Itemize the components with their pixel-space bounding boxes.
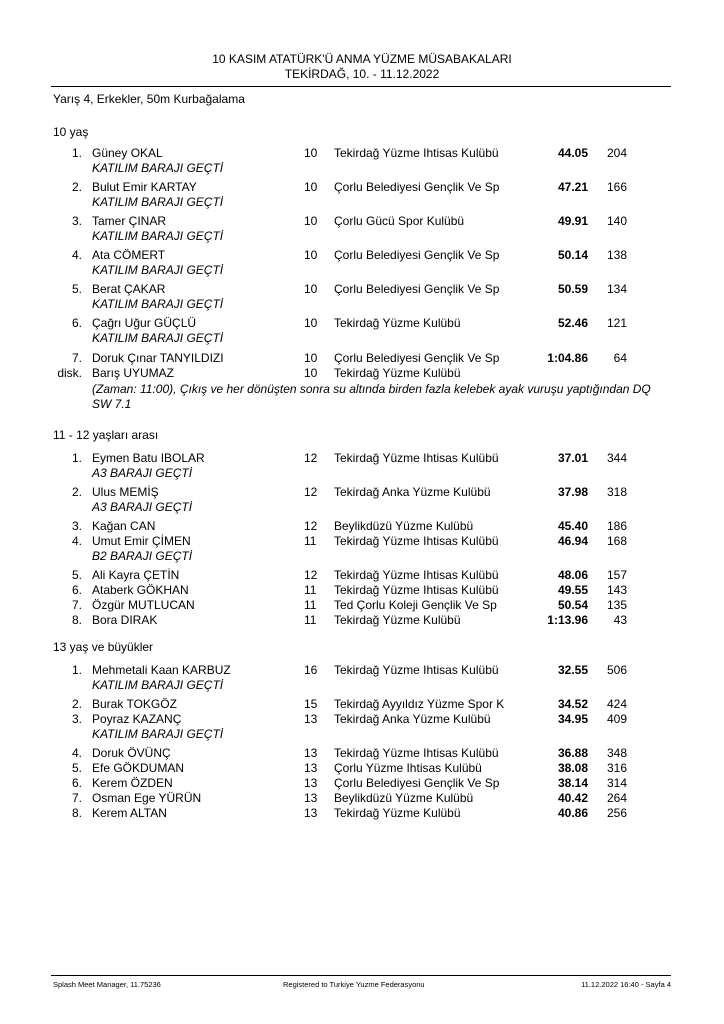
- result-club: Tekirdağ Yüzme Ihtisas Kulübü: [334, 451, 499, 465]
- result-points: 264: [606, 791, 627, 805]
- result-rank: 3.: [71, 214, 82, 228]
- age-group-title: 13 yaş ve büyükler: [53, 640, 154, 654]
- result-club: Çorlu Belediyesi Gençlik Ve Sp: [334, 180, 500, 194]
- result-row: [0, 806, 724, 821]
- result-name: Doruk Çınar TANYILDIZI: [92, 351, 224, 365]
- result-age: 10: [304, 248, 318, 262]
- result-age: 13: [304, 761, 318, 775]
- qualification-note: KATILIM BARAJI GEÇTİ: [92, 263, 224, 277]
- result-points: 409: [606, 712, 627, 726]
- result-rank: 5.: [71, 282, 82, 296]
- result-row: [0, 351, 724, 366]
- result-row: [0, 746, 724, 761]
- result-rank: 6.: [71, 776, 82, 790]
- result-club: Tekirdağ Yüzme Ihtisas Kulübü: [334, 534, 499, 548]
- qualification-note: KATILIM BARAJI GEÇTİ: [92, 161, 224, 175]
- result-row: [0, 534, 724, 549]
- result-club: Tekirdağ Yüzme Ihtisas Kulübü: [334, 568, 499, 582]
- result-rank: 5.: [71, 761, 82, 775]
- result-rank: 2.: [71, 485, 82, 499]
- result-rank: 3.: [71, 519, 82, 533]
- document-header: [0, 52, 724, 82]
- result-name: Poyraz KAZANÇ: [92, 712, 182, 726]
- result-points: 166: [606, 180, 627, 194]
- result-time: 49.55: [557, 583, 588, 597]
- result-points: 424: [606, 697, 627, 711]
- result-row: [0, 366, 724, 381]
- result-age: 10: [304, 146, 318, 160]
- result-time: 40.42: [557, 791, 588, 805]
- result-name: Osman Ege YÜRÜN: [92, 791, 202, 805]
- result-rank: 4.: [71, 248, 82, 262]
- result-time: 45.40: [557, 519, 588, 533]
- result-name: Eymen Batu IBOLAR: [92, 451, 205, 465]
- result-row: [0, 146, 724, 161]
- result-points: 186: [606, 519, 627, 533]
- result-points: 344: [606, 451, 627, 465]
- result-time: 49.91: [557, 214, 588, 228]
- result-row: [0, 712, 724, 727]
- result-age: 13: [304, 791, 318, 805]
- result-age: 12: [304, 519, 318, 533]
- result-points: 348: [606, 746, 627, 760]
- result-rank: 2.: [71, 697, 82, 711]
- footer-page-info: 11.12.2022 16:40 - Sayfa 4: [581, 980, 671, 989]
- result-row: [0, 282, 724, 297]
- result-points: 134: [606, 282, 627, 296]
- result-row: [0, 485, 724, 500]
- event-title: Yarış 4, Erkekler, 50m Kurbağalama: [53, 92, 245, 106]
- result-row: [0, 663, 724, 678]
- qualification-note: A3 BARAJI GEÇTİ: [92, 466, 193, 480]
- result-name: Ata CÖMERT: [92, 248, 166, 262]
- result-points: 140: [606, 214, 627, 228]
- result-row: [0, 248, 724, 263]
- result-club: Tekirdağ Anka Yüzme Kulübü: [334, 712, 491, 726]
- result-name: Kerem ALTAN: [92, 806, 167, 820]
- result-row: [0, 316, 724, 331]
- result-age: 13: [304, 712, 318, 726]
- result-club: Çorlu Belediyesi Gençlik Ve Sp: [334, 282, 500, 296]
- result-points: 43: [613, 613, 627, 627]
- result-name: Ataberk GÖKHAN: [92, 583, 189, 597]
- result-age: 10: [304, 282, 318, 296]
- result-time: 47.21: [557, 180, 588, 194]
- result-club: Tekirdağ Yüzme Ihtisas Kulübü: [334, 146, 499, 160]
- result-time: 52.46: [557, 316, 588, 330]
- result-rank: 7.: [71, 351, 82, 365]
- result-rank: 8.: [71, 613, 82, 627]
- result-points: 316: [606, 761, 627, 775]
- result-time: 38.08: [557, 761, 588, 775]
- result-rank: 1.: [71, 451, 82, 465]
- result-club: Tekirdağ Anka Yüzme Kulübü: [334, 485, 491, 499]
- result-time: 40.86: [557, 806, 588, 820]
- result-club: Beylikdüzü Yüzme Kulübü: [334, 791, 474, 805]
- footer-rule: [51, 975, 671, 976]
- qualification-note: KATILIM BARAJI GEÇTİ: [92, 297, 224, 311]
- result-time: 36.88: [557, 746, 588, 760]
- result-rank: 1.: [71, 663, 82, 677]
- result-row: [0, 761, 724, 776]
- result-name: Güney OKAL: [92, 146, 163, 160]
- result-time: 50.59: [557, 282, 588, 296]
- result-points: 314: [606, 776, 627, 790]
- result-time: 1:13.96: [547, 613, 588, 627]
- result-age: 11: [304, 534, 317, 548]
- result-club: Tekirdağ Yüzme Kulübü: [334, 806, 461, 820]
- result-age: 10: [304, 214, 318, 228]
- result-club: Tekirdağ Yüzme Kulübü: [334, 316, 461, 330]
- result-name: Mehmetali Kaan KARBUZ: [92, 663, 231, 677]
- result-row: [0, 598, 724, 613]
- result-rank: 6.: [71, 583, 82, 597]
- result-time: 38.14: [557, 776, 588, 790]
- result-row: [0, 697, 724, 712]
- age-group-title: 10 yaş: [53, 125, 89, 139]
- result-time: 50.54: [557, 598, 588, 612]
- result-rank: 5.: [71, 568, 82, 582]
- header-rule: [51, 86, 671, 87]
- result-row: [0, 519, 724, 534]
- result-rank: 7.: [71, 598, 82, 612]
- result-club: Tekirdağ Yüzme Ihtisas Kulübü: [334, 583, 499, 597]
- result-rank: 3.: [71, 712, 82, 726]
- result-name: Bora DIRAK: [92, 613, 158, 627]
- result-rank: 1.: [71, 146, 82, 160]
- result-row: [0, 451, 724, 466]
- result-row: [0, 583, 724, 598]
- result-club: Tekirdağ Yüzme Ihtisas Kulübü: [334, 746, 499, 760]
- result-age: 10: [304, 316, 318, 330]
- result-age: 13: [304, 776, 318, 790]
- result-age: 11: [304, 598, 317, 612]
- result-name: Kağan CAN: [92, 519, 156, 533]
- qualification-note: KATILIM BARAJI GEÇTİ: [92, 727, 224, 741]
- footer-software: Splash Meet Manager, 11.75236: [53, 980, 161, 989]
- result-points: 143: [606, 583, 627, 597]
- result-time: 34.95: [557, 712, 588, 726]
- result-age: 13: [304, 746, 318, 760]
- age-group-title: 11 - 12 yaşları arası: [53, 428, 159, 442]
- qualification-note: KATILIM BARAJI GEÇTİ: [92, 195, 224, 209]
- result-age: 11: [304, 583, 317, 597]
- result-name: Berat ÇAKAR: [92, 282, 166, 296]
- qualification-note: KATILIM BARAJI GEÇTİ: [92, 229, 224, 243]
- result-age: 10: [304, 180, 318, 194]
- result-time: 32.55: [557, 663, 588, 677]
- result-row: [0, 568, 724, 583]
- result-points: 168: [606, 534, 627, 548]
- result-time: 34.52: [557, 697, 588, 711]
- result-points: 121: [606, 316, 627, 330]
- result-age: 16: [304, 663, 318, 677]
- result-row: [0, 613, 724, 628]
- result-name: Umut Emir ÇİMEN: [92, 534, 191, 548]
- result-age: 10: [304, 366, 318, 380]
- meet-title: 10 KASIM ATATÜRK'Ü ANMA YÜZME MÜSABAKALARI: [212, 52, 512, 66]
- result-name: Ulus MEMİŞ: [92, 485, 159, 499]
- result-club: Tekirdağ Yüzme Ihtisas Kulübü: [334, 663, 499, 677]
- result-time: 50.14: [557, 248, 588, 262]
- result-points: 318: [606, 485, 627, 499]
- result-club: Çorlu Belediyesi Gençlik Ve Sp: [334, 776, 500, 790]
- result-age: 12: [304, 485, 318, 499]
- result-club: Çorlu Yüzme Ihtisas Kulübü: [334, 761, 482, 775]
- result-row: [0, 791, 724, 806]
- footer-registered: Registered to Turkiye Yuzme Federasyonu: [283, 980, 425, 989]
- result-name: Bulut Emir KARTAY: [92, 180, 197, 194]
- result-time: 46.94: [557, 534, 588, 548]
- result-rank: 6.: [71, 316, 82, 330]
- result-name: Doruk ÖVÜNÇ: [92, 746, 171, 760]
- qualification-note: KATILIM BARAJI GEÇTİ: [92, 678, 224, 692]
- result-club: Tekirdağ Ayyıldız Yüzme Spor K: [334, 697, 505, 711]
- result-name: Burak TOKGÖZ: [92, 697, 177, 711]
- result-name: Kerem ÖZDEN: [92, 776, 173, 790]
- result-name: Çağrı Uğur GÜÇLÜ: [92, 316, 197, 330]
- result-points: 135: [606, 598, 627, 612]
- qualification-note: A3 BARAJI GEÇTİ: [92, 500, 193, 514]
- result-club: Ted Çorlu Koleji Gençlik Ve Sp: [334, 598, 497, 612]
- result-name: Özgür MUTLUCAN: [92, 598, 195, 612]
- result-age: 10: [304, 351, 318, 365]
- result-age: 15: [304, 697, 318, 711]
- result-club: Tekirdağ Yüzme Kulübü: [334, 366, 461, 380]
- qualification-note: B2 BARAJI GEÇTİ: [92, 549, 193, 563]
- result-name: Ali Kayra ÇETİN: [92, 568, 180, 582]
- result-points: 157: [606, 568, 627, 582]
- result-rank: 4.: [71, 534, 82, 548]
- meet-subtitle: TEKİRDAĞ, 10. - 11.12.2022: [284, 67, 440, 81]
- result-row: [0, 180, 724, 195]
- result-club: Tekirdağ Yüzme Kulübü: [334, 613, 461, 627]
- result-club: Çorlu Gücü Spor Kulübü: [334, 214, 465, 228]
- result-time: 44.05: [557, 146, 588, 160]
- result-rank: 4.: [71, 746, 82, 760]
- result-age: 11: [304, 613, 317, 627]
- result-name: Barış UYUMAZ: [92, 366, 175, 380]
- result-row: [0, 776, 724, 791]
- result-club: Beylikdüzü Yüzme Kulübü: [334, 519, 474, 533]
- result-club: Çorlu Belediyesi Gençlik Ve Sp: [334, 248, 500, 262]
- result-points: 64: [613, 351, 627, 365]
- result-row: [0, 214, 724, 229]
- result-age: 13: [304, 806, 318, 820]
- result-time: 48.06: [557, 568, 588, 582]
- result-points: 256: [606, 806, 627, 820]
- result-age: 12: [304, 451, 318, 465]
- result-name: Tamer ÇINAR: [92, 214, 167, 228]
- disqualification-note: (Zaman: 11:00), Çıkış ve her dönüşten sonra su altında birden fazla kelebek ayak vuruşu yaptığından DQ SW 7.1: [92, 382, 651, 411]
- result-rank: 8.: [71, 806, 82, 820]
- result-time: 37.01: [557, 451, 588, 465]
- qualification-note: KATILIM BARAJI GEÇTİ: [92, 331, 224, 345]
- result-rank: 2.: [71, 180, 82, 194]
- result-points: 506: [606, 663, 627, 677]
- result-points: 138: [606, 248, 627, 262]
- result-club: Çorlu Belediyesi Gençlik Ve Sp: [334, 351, 500, 365]
- result-time: 37.98: [557, 485, 588, 499]
- result-age: 12: [304, 568, 318, 582]
- result-time: 1:04.86: [547, 351, 588, 365]
- result-points: 204: [606, 146, 627, 160]
- result-name: Efe GÖKDUMAN: [92, 761, 185, 775]
- result-rank: disk.: [57, 366, 82, 380]
- result-rank: 7.: [71, 791, 82, 805]
